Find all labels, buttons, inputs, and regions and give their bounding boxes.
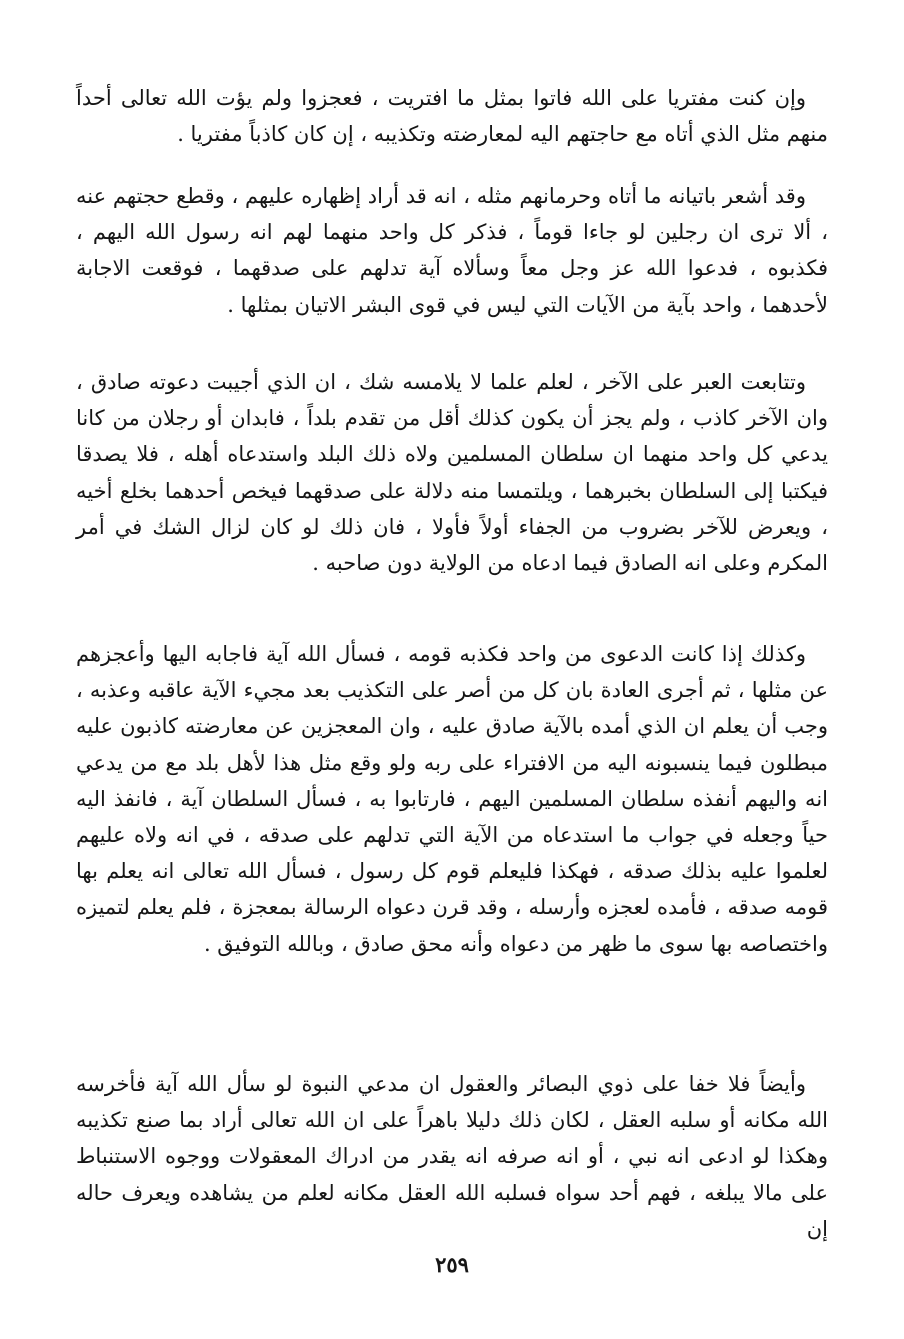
paragraph-1 bbox=[76, 80, 828, 152]
paragraph-1-text: وإن كنت مفتريا على الله فاتوا بمثل ما افتريت ، فعجزوا ولم يؤت الله تعالى أحداً منهم مثل الذي أتاه مع حاجتهم اليه لمعارضته وتكذيبه ، إن كان كاذباً مفتريا . bbox=[76, 86, 828, 147]
paragraph-3-text: وتتابعت العبر على الآخر ، لعلم علما لا يلامسه شك ، ان الذي أجيبت دعوته صادق ، وان الآخر كاذب ، ولم يجز أن يكون كذلك أقل من تقدم بلداً ، فابدان أو رجلان من كانا يدعي كل واحد منهما ان سلطان المسلمين ولاه ذلك البلد واستدعاه أهله ، فلا يصدقا فيكتبا إلى السلطان بخبرهما ، ويلتمسا منه دلالة على صدقهما فيخص أحدهما بخلع أخيه ، ويعرض للآخر بضروب من الجفاء أولاً فأولا ، فان ذلك لو كان لزال الشك في أمر المكرم وعلى انه الصادق فيما ادعاه من الولاية دون صاحبه . bbox=[76, 370, 828, 576]
paragraph-2 bbox=[76, 178, 828, 323]
paragraph-5 bbox=[76, 1066, 828, 1247]
page-number: ٢٥٩ bbox=[435, 1252, 469, 1277]
paragraph-4 bbox=[76, 636, 828, 962]
paragraph-2-text: وقد أشعر باتيانه ما أتاه وحرمانهم مثله ، انه قد أراد إظهاره عليهم ، وقطع حجتهم عنه ، ألا ترى ان رجلين لو جاءا قوماً ، فذكر كل واحد منهما لهم انه رسول الله اليهم ، فكذبوه ، فدعوا الله عز وجل معاً وسألاه آية تدلهم على صدقهما ، فوقعت الاجابة لأحدهما ، واحد بآية من الآيات التي ليس في قوى البشر الاتيان بمثلها . bbox=[76, 184, 828, 317]
paragraph-3 bbox=[76, 364, 828, 581]
paragraph-5-text: وأيضاً فلا خفا على ذوي البصائر والعقول ان مدعي النبوة لو سأل الله آية فأخرسه الله مكانه أو سلبه العقل ، لكان ذلك دليلا باهراً على ان الله تعالى أراد بما صنع تكذيبه وهكذا لو ادعى انه نبي ، أو انه صرفه انه يقدر من ادراك المعقولات ووجوه الاستنباط على مالا يبلغه ، فهم أحد سواه فسلبه الله العقل مكانه لعلم من يشاهده ويعرف حاله إن bbox=[76, 1072, 828, 1241]
paragraph-4-text: وكذلك إذا كانت الدعوى من واحد فكذبه قومه ، فسأل الله آية فاجابه اليها وأعجزهم عن مثلها ، ثم أجرى العادة بان كل من أصر على التكذيب بعد مجيء الآية عاقبه وعذبه ، وجب أن يعلم ان الذي أمده بالآية صادق عليه ، وان المعجزين عن معارضته كاذبون عليه مبطلون فيما ينسبونه اليه من الافتراء على ربه ولو وقع مثل هذا لأهل بلد مع من يدعي انه واليهم أنفذه سلطان المسلمين اليهم ، فارتابوا به ، فسأل السلطان آية ، فانفذ اليه حياً وجعله في جواب ما استدعاه من الآية التي تدلهم على صدقه ، في انه ولاه عليهم لعلموا عليه بذلك صدقه ، فهكذا فليعلم قوم كل رسول ، فسأل الله تعالى انه يعلم بها قومه صدقه ، فأمده لعجزه وأرسله ، وقد قرن دعواه الرسالة بمعجزة ، فلم يعلم لتميزه واختصاصه بها سوى ما ظهر من دعواه وأنه محق صادق ، وبالله التوفيق . bbox=[76, 642, 828, 956]
